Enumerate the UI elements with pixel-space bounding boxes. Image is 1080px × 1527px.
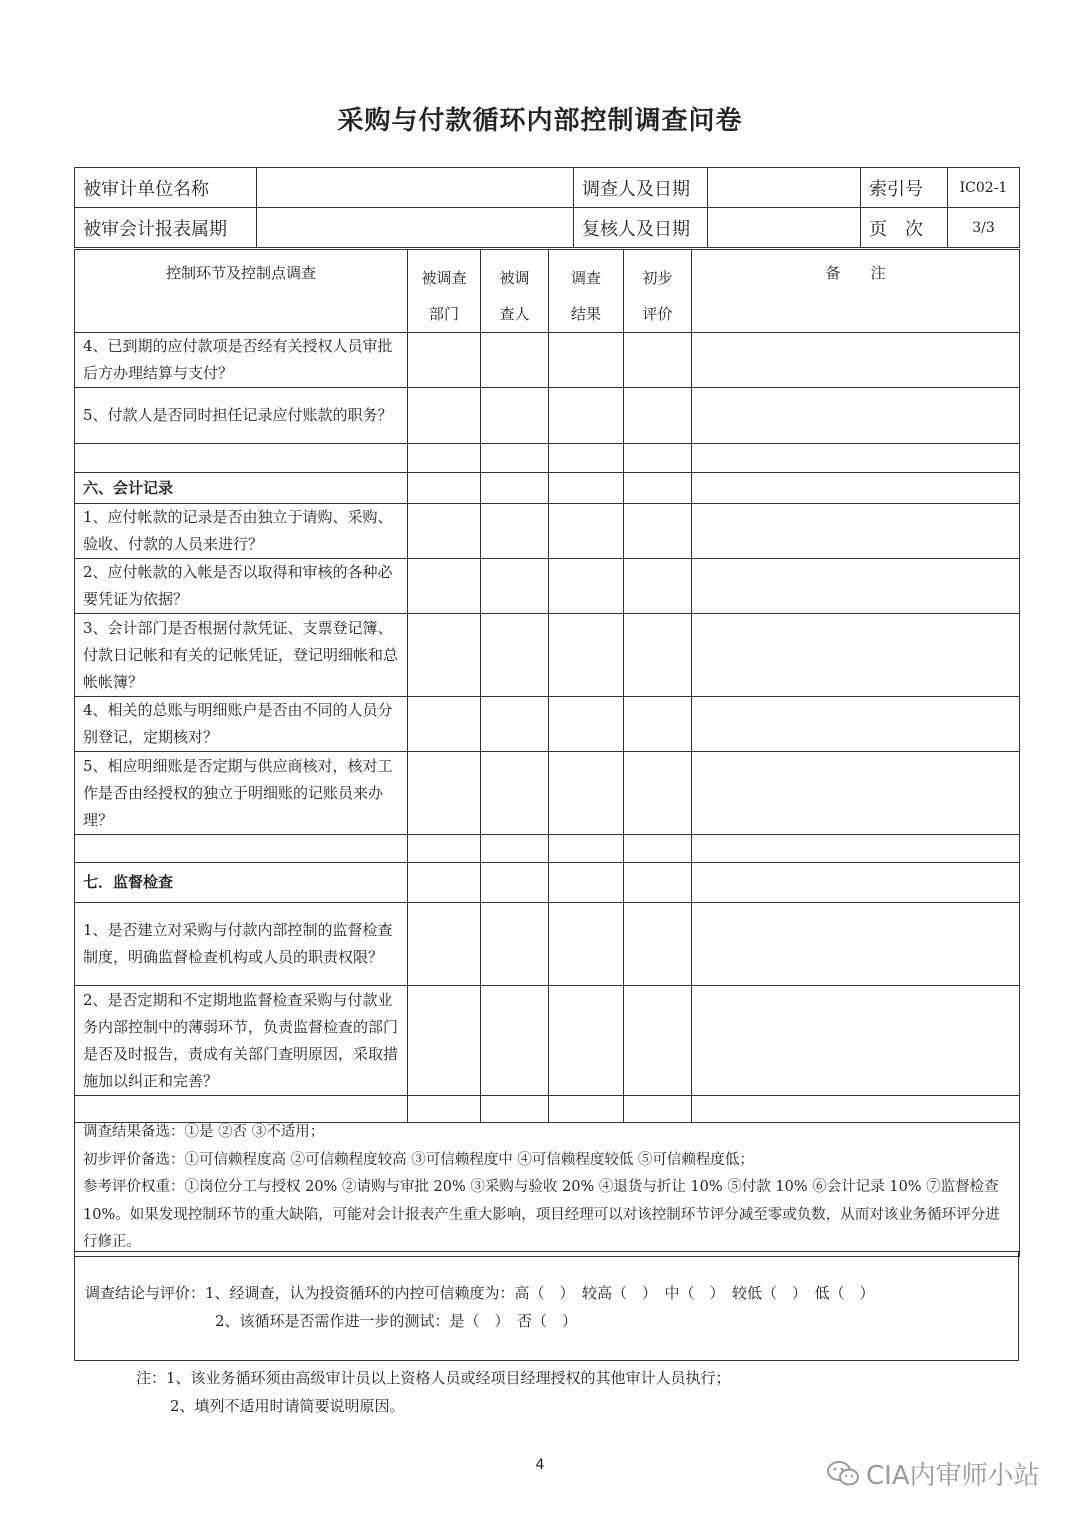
conclusion-line-1: 调查结论与评价：1、经调查，认为投资循环的内控可信赖度为：高（ ） 较高（ ） 中（ ） 较低（ ） 低（ ） [85,1284,875,1302]
conclusion-line-2: 2、该循环是否需作进一步的测试：是（ ） 否（ ） [215,1312,578,1330]
legend-eval: 初步评价备选：①可信赖程度高 ②可信赖程度较高 ③可信赖程度中 ④可信赖程度较低 ⑤可信赖程度低； [83,1151,754,1168]
question-text: 2、应付帐款的入帐是否以取得和审核的各种必要凭证为依据？ [75,559,408,614]
table-row [75,614,1020,697]
investigator-value[interactable] [708,168,861,208]
period-label: 被审会计报表属期 [75,208,257,248]
table-row [75,504,1020,559]
header-table [74,167,1020,248]
page-number: 4 [535,1457,545,1473]
table-row [75,559,1020,614]
question-text: 2、是否定期和不定期地监督检查采购与付款业务内部控制中的薄弱环节，负责监督检查的部门是否及时报告，责成有关部门查明原因，采取措施加以纠正和完善？ [75,986,408,1096]
col-eval: 初步 评价 [624,250,692,333]
legend-result: 调查结果备选：①是 ②否 ③不适用； [83,1124,325,1140]
notes [136,1364,731,1420]
legend-weights: 参考评价权重：①岗位分工与授权 20% ②请购与审批 20% ③采购与验收 20% ④退货与折让 10% ⑤付款 10% ⑥会计记录 10% ⑦监督检查 10%。如果发现控制环节的重大缺陷，可能对会计报表产生重大影响，项目经理可以对该控制环节评分减至零或负数，从而对该业务循环评分进行修正。 [83,1179,1000,1250]
question-text: 5、付款人是否同时担任记录应付账款的职务？ [75,388,408,444]
section-title: 七．监督检查 [75,863,408,903]
question-text: 4、已到期的应付款项是否经有关授权人员审批后方办理结算与支付？ [75,333,408,388]
reviewer-label: 复核人及日期 [574,208,708,248]
section-title: 六、会计记录 [75,473,408,504]
watermark-text: CIA内审师小站 [866,1461,1040,1491]
question-text: 1、应付帐款的记录是否由独立于请购、采购、验收、付款的人员来进行？ [75,504,408,559]
table-row [75,444,1020,473]
page-label: 页 次 [861,208,948,248]
index-label: 索引号 [861,168,948,208]
col-person: 被调 查人 [481,250,549,333]
table-row [75,388,1020,444]
legend-box [74,1113,1020,1257]
questionnaire-table [74,249,1020,1123]
index-value: IC02-1 [948,168,1020,208]
page-value: 3/3 [948,208,1020,248]
note-2: 2、填列不适用时请简要说明原因。 [170,1397,405,1415]
reviewer-value[interactable] [708,208,861,248]
note-1: 注：1、该业务循环须由高级审计员以上资格人员或经项目经理授权的其他审计人员执行； [136,1369,731,1387]
col-remark: 备 注 [692,250,1020,333]
wechat-icon [826,1460,860,1488]
unit-label: 被审计单位名称 [75,168,257,208]
investigator-label: 调查人及日期 [574,168,708,208]
question-text: 4、相关的总账与明细账户是否由不同的人员分别登记，定期核对？ [75,697,408,752]
section-row [75,473,1020,504]
table-row [75,835,1020,863]
col-result: 调查 结果 [549,250,624,333]
conclusion-box [74,1251,1019,1361]
table-row [75,752,1020,835]
table-row [75,697,1020,752]
question-text: 5、相应明细账是否定期与供应商核对，核对工作是否由经授权的独立于明细账的记账员来办理？ [75,752,408,835]
table-row [75,333,1020,388]
unit-value[interactable] [257,168,574,208]
document-title: 采购与付款循环内部控制调查问卷 [337,106,743,136]
table-row [75,903,1020,986]
column-header-row [75,250,1020,333]
col-control: 控制环节及控制点调查 [75,250,408,333]
section-row [75,863,1020,903]
question-text: 1、是否建立对采购与付款内部控制的监督检查制度，明确监督检查机构或人员的职责权限？ [75,903,408,986]
period-value[interactable] [257,208,574,248]
watermark [826,1455,1040,1492]
table-row [75,986,1020,1096]
question-text: 3、会计部门是否根据付款凭证、支票登记簿、付款日记帐和有关的记帐凭证，登记明细帐和总帐帐簿？ [75,614,408,697]
col-dept: 被调查 部门 [408,250,481,333]
